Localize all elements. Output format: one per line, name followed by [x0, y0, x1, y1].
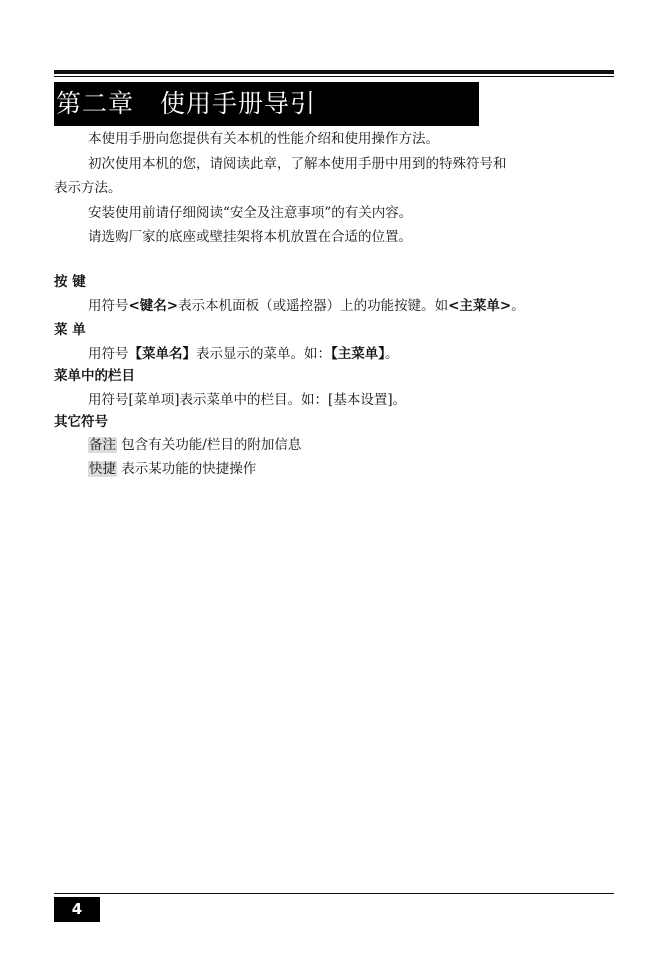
header-rule-thin: [54, 76, 614, 77]
key-symbol: <键名>: [128, 298, 179, 314]
chapter-title: 第二章 使用手册导引: [56, 89, 317, 118]
keys-heading: 按 键: [54, 274, 86, 290]
note-symbol-row: [88, 435, 301, 455]
menu-symbol: 【菜单名】: [128, 346, 196, 362]
note-tag: 备注: [89, 437, 116, 453]
item-mid: 表示菜单中的栏目。如：: [179, 392, 329, 408]
other-symbols-heading: 其它符号: [54, 414, 108, 430]
menu-pre: 用符号: [88, 346, 129, 362]
key-example: <主菜单>: [448, 298, 512, 314]
intro-paragraph-2-line-2: 表示方法。: [54, 180, 122, 196]
note-description: 包含有关功能/栏目的附加信息: [121, 437, 302, 453]
menu-heading: 菜 单: [54, 322, 86, 338]
intro-paragraph-2-line-1: 初次使用本机的您，请阅读此章，了解本使用手册中用到的特殊符号和: [88, 156, 507, 172]
shortcut-description: 表示某功能的快捷操作: [121, 461, 257, 477]
item-example: [基本设置]: [328, 392, 393, 408]
menu-post: 。: [385, 346, 399, 362]
menu-item-description: [88, 390, 406, 410]
menu-description: [88, 344, 399, 364]
item-pre: 用符号: [88, 392, 129, 408]
keys-description: [88, 296, 525, 316]
footer-rule: [54, 893, 614, 894]
page-number: 4: [54, 897, 100, 922]
keys-post: 。: [511, 298, 525, 314]
item-symbol: [菜单项]: [128, 392, 180, 408]
intro-paragraph-1: 本使用手册向您提供有关本机的性能介绍和使用操作方法。: [88, 131, 439, 147]
menu-example: 【主菜单】: [331, 346, 385, 362]
menu-item-heading: 菜单中的栏目: [54, 368, 135, 384]
intro-paragraph-3: 安装使用前请仔细阅读“安全及注意事项”的有关内容。: [88, 205, 413, 221]
shortcut-symbol-row: [88, 459, 256, 479]
menu-mid: 表示显示的菜单。如：: [196, 346, 331, 362]
intro-paragraph-4: 请选购厂家的底座或壁挂架将本机放置在合适的位置。: [88, 229, 412, 245]
header-rule-thick: [54, 70, 614, 74]
item-post: 。: [392, 392, 407, 408]
keys-mid: 表示本机面板（或遥控器）上的功能按键。如: [178, 298, 449, 314]
keys-pre: 用符号: [88, 298, 129, 314]
shortcut-tag: 快捷: [89, 461, 116, 477]
